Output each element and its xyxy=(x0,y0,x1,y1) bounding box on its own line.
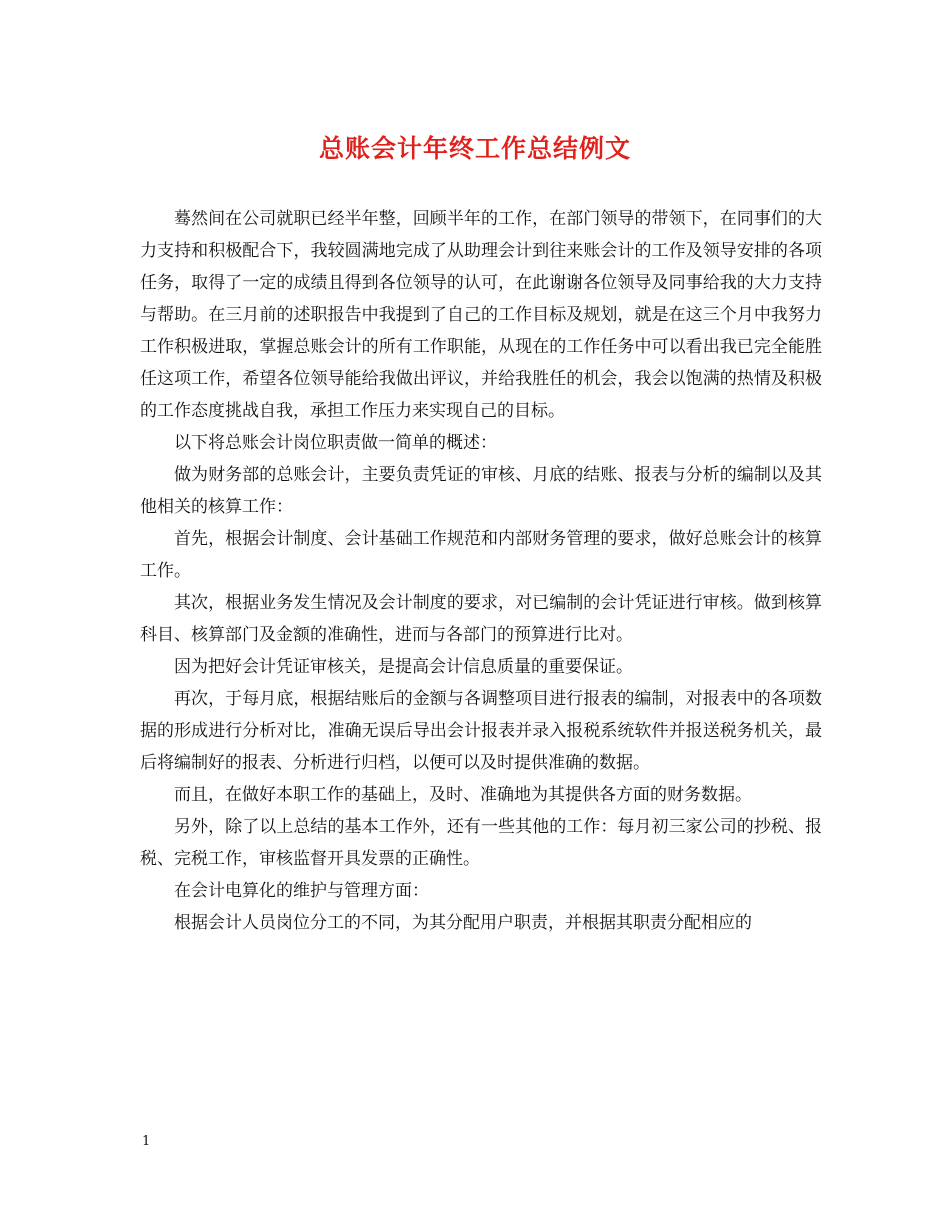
paragraph: 而且，在做好本职工作的基础上，及时、准确地为其提供各方面的财务数据。 xyxy=(174,785,752,805)
paragraph: 首先，根据会计制度、会计基础工作规范和内部财务管理的要求，做好总账会计的核算工作。 xyxy=(140,529,822,581)
paragraph: 做为财务部的总账会计，主要负责凭证的审核、月底的结账、报表与分析的编制以及其他相关的核算工作： xyxy=(140,465,822,517)
page-number: 1 xyxy=(142,1134,151,1149)
paragraph: 因为把好会计凭证审核关，是提高会计信息质量的重要保证。 xyxy=(174,657,633,677)
paragraph: 蓦然间在公司就职已经半年整，回顾半年的工作，在部门领导的带领下，在同事们的大力支持和积极配合下，我较圆满地完成了从助理会计到往来账会计的工作及领导安排的各项任务，取得了一定的成绩且得到各位领导的认可，在此谢谢各位领导及同事给我的大力支持与帮助。在三月前的述职报告中我提到了自己的工作目标及规划，就是在这三个月中我努力工作积极进取，掌握总账会计的所有工作职能，从现在的工作任务中可以看出我已完全能胜任这项工作，希望各位领导能给我做出评议，并给我胜任的机会，我会以饱满的热情及积极的工作态度挑战自我，承担工作压力来实现自己的目标。 xyxy=(140,209,822,421)
paragraph: 再次，于每月底，根据结账后的金额与各调整项目进行报表的编制，对报表中的各项数据的形成进行分析对比，准确无误后导出会计报表并录入报税系统软件并报送税务机关，最后将编制好的报表、分析进行归档，以便可以及时提供准确的数据。 xyxy=(140,689,822,773)
document-title: 总账会计年终工作总结例文 xyxy=(318,134,631,163)
paragraph: 根据会计人员岗位分工的不同，为其分配用户职责，并根据其职责分配相应的 xyxy=(174,913,752,933)
paragraph: 以下将总账会计岗位职责做一简单的概述： xyxy=(174,433,497,453)
document-body xyxy=(140,203,822,939)
paragraph: 在会计电算化的维护与管理方面： xyxy=(174,881,429,901)
paragraph: 另外，除了以上总结的基本工作外，还有一些其他的工作：每月初三家公司的抄税、报税、完税工作，审核监督开具发票的正确性。 xyxy=(140,817,822,869)
paragraph: 其次，根据业务发生情况及会计制度的要求，对已编制的会计凭证进行审核。做到核算科目、核算部门及金额的准确性，进而与各部门的预算进行比对。 xyxy=(140,593,822,645)
